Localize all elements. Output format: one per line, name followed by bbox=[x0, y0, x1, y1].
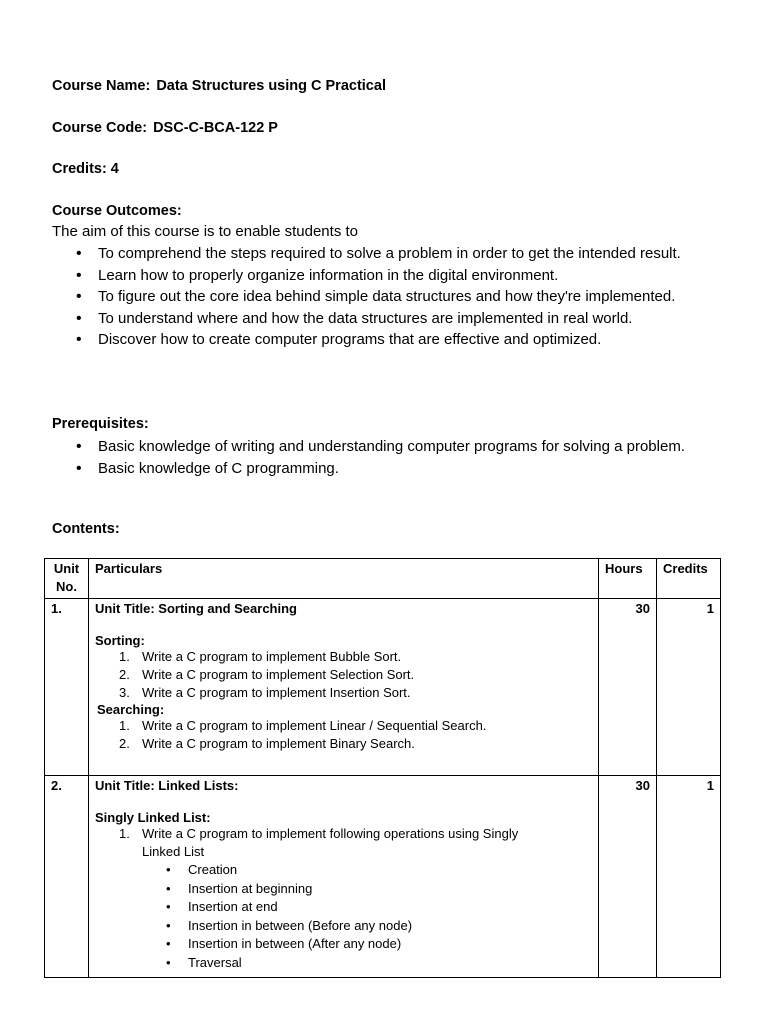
section-heading: Searching: bbox=[97, 702, 165, 717]
prerequisites-list bbox=[52, 436, 724, 479]
section-heading: Singly Linked List: bbox=[95, 810, 211, 825]
column-header-credits: Credits bbox=[657, 559, 721, 599]
course-code bbox=[52, 120, 278, 136]
contents-heading: Contents: bbox=[52, 521, 120, 537]
course-code-value: DSC-C-BCA-122 P bbox=[153, 120, 278, 136]
prerequisites-heading: Prerequisites: bbox=[52, 416, 149, 432]
list-item: • Insertion in between (Before any node) bbox=[95, 917, 592, 936]
list-item: • To understand where and how the data structures are implemented in real world. bbox=[52, 308, 724, 329]
unit-credits: 1 bbox=[657, 599, 721, 776]
list-item: • Basic knowledge of C programming. bbox=[52, 458, 724, 479]
unit-hours: 30 bbox=[599, 776, 657, 978]
unit-no: 1. bbox=[45, 599, 89, 776]
list-item: • To figure out the core idea behind simple data structures and how they're implemented. bbox=[52, 286, 724, 307]
column-header-particulars: Particulars bbox=[89, 559, 599, 599]
list-item: 1. Write a C program to implement Bubble Sort. bbox=[119, 649, 402, 664]
list-item: • Creation bbox=[95, 861, 592, 880]
course-name-label: Course Name: bbox=[52, 78, 151, 94]
list-item: 2. Write a C program to implement Selection Sort. bbox=[119, 667, 415, 682]
list-item: • Discover how to create computer programs that are effective and optimized. bbox=[52, 329, 724, 350]
program-list bbox=[95, 648, 592, 702]
course-name-value: Data Structures using C Practical bbox=[156, 78, 386, 94]
list-item: • Insertion in between (After any node) bbox=[95, 935, 592, 954]
unit-title: Unit Title: Linked Lists: bbox=[95, 778, 239, 793]
unit-title: Unit Title: Sorting and Searching bbox=[95, 601, 297, 616]
table-row bbox=[45, 776, 721, 978]
list-item: • Insertion at end bbox=[95, 898, 592, 917]
list-item: • Learn how to properly organize information in the digital environment. bbox=[52, 265, 724, 286]
table-row bbox=[45, 599, 721, 776]
list-item: • Insertion at beginning bbox=[95, 880, 592, 899]
list-item: • To comprehend the steps required to solve a problem in order to get the intended result. bbox=[52, 243, 724, 264]
credits-value: 4 bbox=[110, 161, 119, 177]
list-item: 1. Write a C program to implement following operations using Singly Linked List bbox=[119, 826, 519, 859]
operations-list bbox=[95, 861, 592, 972]
list-item: 1. Write a C program to implement Linear / Sequential Search. bbox=[119, 718, 487, 733]
list-item: 2. Write a C program to implement Binary Search. bbox=[119, 736, 415, 751]
section-heading: Sorting: bbox=[95, 633, 145, 648]
course-code-label: Course Code: bbox=[52, 120, 148, 136]
unit-particulars bbox=[89, 599, 599, 776]
course-credits bbox=[52, 161, 119, 177]
outcomes-list bbox=[52, 243, 724, 351]
table-header-row bbox=[45, 559, 721, 599]
outcomes-heading: Course Outcomes: bbox=[52, 203, 182, 219]
outcomes-intro: The aim of this course is to enable students to bbox=[52, 223, 358, 240]
column-header-unit-no: Unit No. bbox=[45, 559, 89, 599]
list-item: • Basic knowledge of writing and understanding computer programs for solving a problem. bbox=[52, 436, 724, 457]
column-header-hours: Hours bbox=[599, 559, 657, 599]
unit-particulars bbox=[89, 776, 599, 978]
contents-table bbox=[44, 558, 721, 978]
unit-no: 2. bbox=[45, 776, 89, 978]
unit-credits: 1 bbox=[657, 776, 721, 978]
program-list bbox=[95, 717, 592, 753]
unit-hours: 30 bbox=[599, 599, 657, 776]
program-list bbox=[95, 825, 592, 861]
list-item: • Traversal bbox=[95, 954, 592, 973]
list-item: 3. Write a C program to implement Insertion Sort. bbox=[119, 685, 411, 700]
credits-label: Credits: bbox=[52, 161, 107, 177]
course-name bbox=[52, 78, 386, 94]
